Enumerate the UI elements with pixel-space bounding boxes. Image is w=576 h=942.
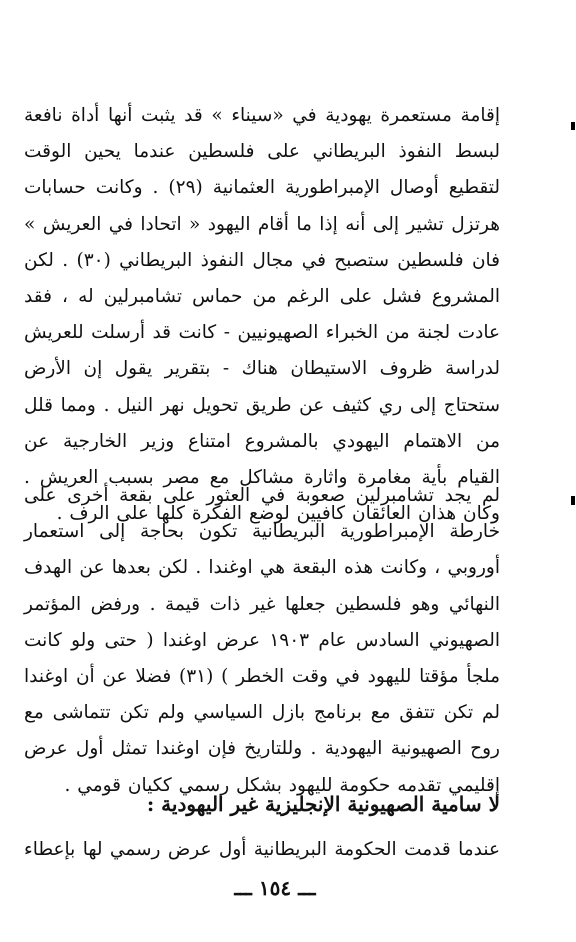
paragraph-3-first-line: عندما قدمت الحكومة البريطانية أول عرض رسمي لها بإعطاء (24, 839, 500, 860)
paragraph-1: إقامة مستعمرة يهودية في «سيناء » قد يثبت أنها أداة نافعة لبسط النفوذ البريطاني على فلسطين عندما يحين الوقت لتقطيع أوصال الإمبراطورية العثمانية (٢٩) . وكانت حسابات هرتزل تشير إلى أنه إذا ما أقام اليهود « اتحادا في العريش » فان فلسطين ستصبح في مجال النفوذ البريطاني (٣٠) . لكن المشروع فشل على الرغم من حماس تشامبرلين له ، فقد عادت لجنة من الخبراء الصهيونيين - كانت قد أرسلت للعريش لدراسة ظروف الاستيطان هناك - بتقرير يقول إن الأرض ستحتاج إلى ري كثيف عن طريق تحويل نهر النيل . ومما قلل من الاهتمام اليهودي بالمشروع امتناع وزير الخارجية عن القيام بأية مغامرة واثارة مشاكل مع مصر بسبب العريش . وكان هذان العائقان كافيين لوضع الفكرة كلها على الرف . (24, 105, 501, 525)
section-heading: لا سامية الصهيونية الإنجليزية غير اليهودية : (146, 792, 500, 816)
page-number: ـــ ١٥٤ ـــ (234, 876, 316, 900)
paragraph-2: لم يجد تشامبرلين صعوبة في العثور على بقعة أخرى على خارطة الإمبراطورية البريطانية تكون بحاجة إلى استعمار أوروبي ، وكانت هذه البقعة هي اوغندا . لكن بعدها عن الهدف النهائي وهو فلسطين جعلها غير ذات قيمة . ورفض المؤتمر الصهيوني السادس عام ١٩٠٣ عرض اوغندا ( حتى ولو كانت ملجأ مؤقتا لليهود في وقت الخطر ) (٣١) فضلا عن أن اوغندا لم تكن تتفق مع برنامج بازل السياسي ولم تكن تتماشى مع روح الصهيونية اليهودية . وللتاريخ فإن اوغندا تمثل أول عرض إقليمي تقدمه حكومة لليهود بشكل رسمي ككيان قومي . (24, 485, 500, 796)
page-edge-mark-top (571, 122, 575, 130)
page-edge-mark-middle (571, 496, 575, 505)
body-text-first (24, 98, 500, 532)
body-text-second (24, 478, 500, 804)
